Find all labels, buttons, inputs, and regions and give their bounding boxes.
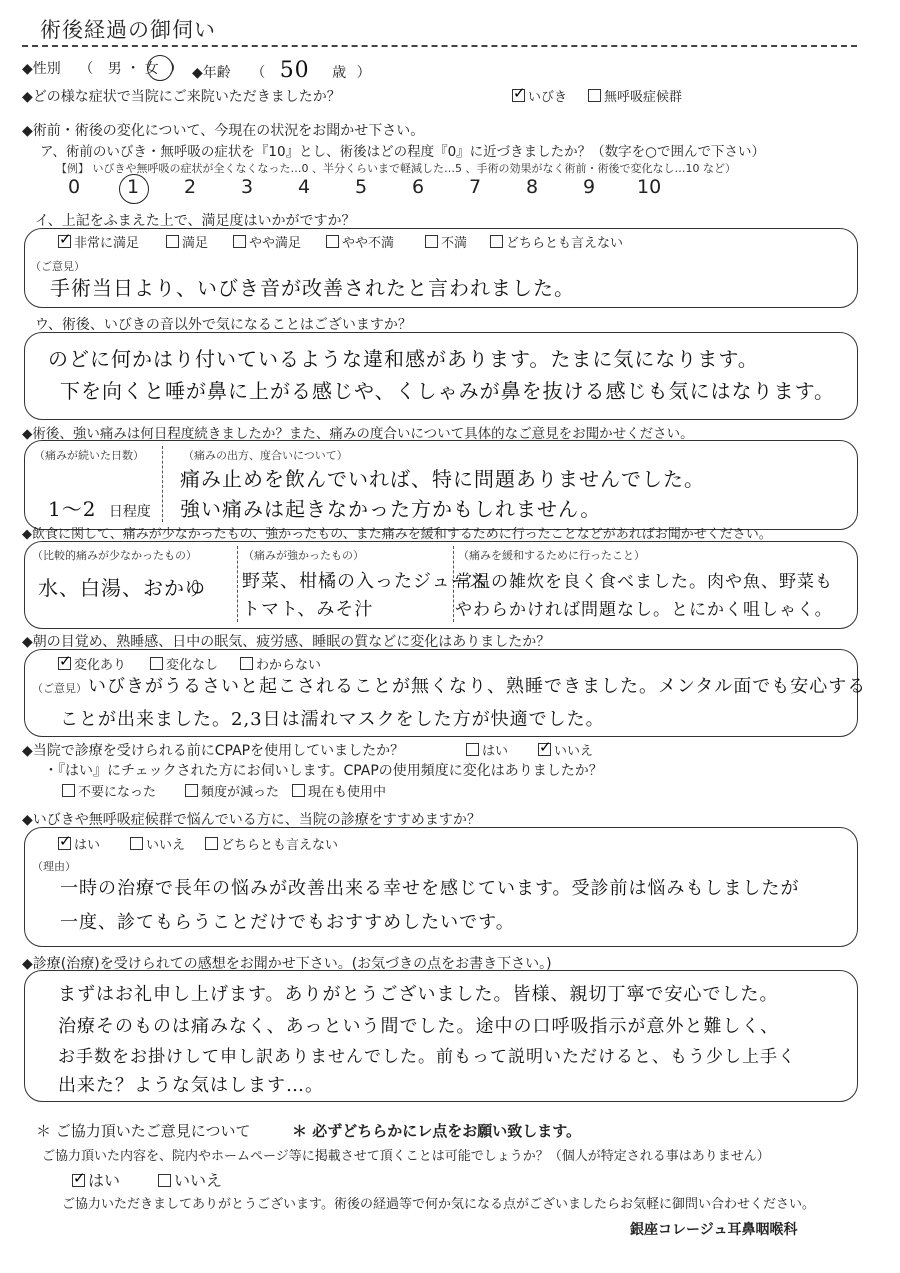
q8-opt-yes-label: はい [482, 744, 509, 759]
q8-opt-no-label: いいえ [554, 744, 594, 759]
q7-question: ◆朝の目覚め、熟睡感、日中の眠気、疲労感、睡眠の質などに変化はありましたか？ [22, 634, 551, 650]
checkbox-icon[interactable] [425, 235, 438, 248]
q9-reason-label: （理由） [32, 860, 76, 873]
age-close: ） [356, 65, 371, 81]
q6-col3-label: （痛みを緩和するために行ったこと） [458, 549, 645, 562]
gender-label: ◆性別 [22, 61, 61, 77]
q8-sub-opt-1[interactable] [185, 781, 279, 800]
checkbox-icon[interactable] [292, 784, 305, 797]
checkbox-icon[interactable] [233, 235, 246, 248]
checkbox-checked-icon[interactable] [538, 743, 551, 756]
q3-opt-label: やや不満 [342, 236, 395, 251]
q3-opinion-label: （ご意見） [30, 260, 85, 273]
checkbox-icon[interactable] [588, 89, 601, 102]
q7-opt-label: わからない [256, 658, 322, 673]
q10-answer-line4[interactable]: 出来た？ような気はします…。 [58, 1075, 324, 1096]
gender-open: （ [79, 61, 94, 77]
scale-2[interactable]: 2 [184, 176, 197, 198]
q1-opt-snoring[interactable] [512, 86, 567, 105]
q3-opt-4[interactable] [425, 232, 467, 251]
q4-answer-line1[interactable]: のどに何かはり付いているような違和感があります。たまに気になります。 [48, 347, 759, 371]
checkbox-icon[interactable] [130, 837, 143, 850]
checkbox-icon[interactable] [326, 235, 339, 248]
age-label: ◆年齢 [192, 65, 231, 81]
q3-opt-label: 満足 [182, 236, 209, 251]
title-divider [22, 45, 857, 47]
q6-question: ◆飲食に関して、痛みが少なかったもの、強かったもの、また痛みを緩和するために行ったことなどがあればお聞かせください。 [22, 527, 772, 542]
checkbox-icon[interactable] [185, 784, 198, 797]
q5-days-label: （痛みが続いた日数） [34, 449, 144, 462]
scale-4[interactable]: 4 [298, 176, 311, 198]
q8-sub-opt-label: 現在も使用中 [308, 785, 387, 800]
q3-opt-label: 非常に満足 [74, 236, 140, 251]
q8-opt-yes[interactable] [466, 740, 508, 759]
q5-question: ◆術後、強い痛みは何日程度続きましたか？また、痛みの度合いについて具体的なご意見をお聞かせください。 [22, 426, 694, 442]
q6-col2-label: （痛みが強かったもの） [243, 549, 364, 562]
scale-6[interactable]: 6 [412, 176, 425, 198]
q2-example: 【例】 いびきや無呼吸の症状が全くなくなった…0 、半分くらいまで軽減した…5 、手術の効果がなく術前・術後で変化なし…10 など） [56, 162, 736, 175]
scale-7[interactable]: 7 [469, 176, 482, 198]
checkbox-icon[interactable] [205, 837, 218, 850]
scale-8[interactable]: 8 [526, 176, 539, 198]
checkbox-checked-icon[interactable] [58, 657, 71, 670]
q5-days-unit: 日程度 [108, 504, 151, 520]
q3-opt-label: やや満足 [249, 236, 302, 251]
q4-question: ウ、術後、いびきの音以外で気になることはございますか？ [35, 317, 412, 333]
q6-col1-label: （比較的痛みが少なかったもの） [32, 549, 197, 562]
q8-sub-question: ・『はい』にチェックされた方にお伺いします。CPAPの使用頻度に変化はありましたか？ [44, 763, 603, 779]
footer-opt-yes-label: はい [88, 1171, 121, 1190]
checkbox-checked-icon[interactable] [58, 837, 71, 850]
q4-answer-line2[interactable]: 下を向くと唾が鼻に上がる感じや、くしゃみが鼻を抜ける感じも気にはなります。 [60, 379, 835, 403]
scale-3[interactable]: 3 [241, 176, 254, 198]
q1-opt-snoring-label: いびき [528, 90, 568, 105]
q1-question: ◆どの様な症状で当院にご来院いただきましたか？ [22, 89, 341, 105]
q7-opt-2[interactable] [240, 654, 321, 673]
q3-answer[interactable]: 手術当日より、いびき音が改善されたと言われました。 [50, 276, 575, 300]
q8-opt-no[interactable] [538, 740, 593, 759]
age-unit: 歳 [332, 65, 347, 81]
footer-opt-no-label: いいえ [174, 1171, 223, 1190]
gender-female[interactable]: 女 [144, 61, 159, 77]
q7-opt-label: 変化あり [74, 658, 127, 673]
q3-opt-3[interactable] [326, 232, 394, 251]
q2-question: ◆術前・術後の変化について、今現在の状況をお聞かせ下さい。 [22, 123, 425, 139]
q3-opt-0[interactable] [58, 232, 139, 251]
q7-opt-label: 変化なし [166, 658, 219, 673]
female-circle-mark [144, 55, 173, 81]
q6-divider-1 [237, 546, 238, 622]
scale-0[interactable]: 0 [68, 176, 81, 198]
checkbox-checked-icon[interactable] [58, 235, 71, 248]
q8-sub-opt-0[interactable] [62, 781, 156, 800]
checkbox-checked-icon[interactable] [72, 1174, 85, 1187]
q8-sub-opt-2[interactable] [292, 781, 386, 800]
checkbox-icon[interactable] [466, 743, 479, 756]
q3-opt-5[interactable] [490, 232, 623, 251]
footer-opt-yes[interactable] [72, 1168, 120, 1191]
q9-question: ◆いびきや無呼吸症候群で悩んでいる方に、当院の診療をすすめますか？ [22, 812, 481, 828]
q9-answer-line2[interactable]: 一度、診てもらうことだけでもおすすめしたいです。 [60, 912, 515, 933]
age-value[interactable]: 50 [279, 58, 310, 83]
q6-col1-answer[interactable]: 水、白湯、おかゆ [38, 576, 206, 600]
q5-days-row [48, 493, 151, 522]
q3-question: イ、上記をふまえた上で、満足度はいかがですか？ [35, 213, 356, 229]
q8-sub-opt-label: 不要になった [78, 785, 157, 800]
q9-opt-label: はい [74, 838, 101, 853]
gender-dot: ・ [126, 61, 141, 77]
footer-cooperation-title: ＊ ご協力頂いたご意見について [36, 1122, 251, 1140]
q9-answer-line1[interactable]: 一時の治療で長年の悩みが改善出来る幸せを感じています。受診前は悩みもしましたが [60, 878, 800, 899]
q10-answer-line1[interactable]: まずはお礼申し上げます。ありがとうございました。皆様、親切丁寧で安心でした。 [58, 984, 779, 1005]
footer-thanks: ご協力いただきましてありがとうございます。術後の経過等で何か気になる点がございましたらお気軽に御問い合わせください。 [62, 1197, 815, 1212]
q7-opinion-label: （ご意見） [32, 682, 87, 695]
q6-col2-line2[interactable]: トマト、みそ汁 [242, 599, 374, 620]
footer-permission-text: ご協力頂いた内容を、院内やホームページ等に掲載させて頂くことは可能でしょうか？（個人が特定される事はありません） [42, 1149, 770, 1164]
q10-question: ◆診療(治療)を受けられての感想をお聞かせ下さい。(お気づきの点をお書き下さい。) [22, 956, 552, 972]
q8-question: ◆当院で診療を受けられる前にCPAPを使用していましたか？ [22, 743, 405, 759]
gender-male[interactable]: 男 [107, 61, 122, 77]
footer-cooperation-note: ＊ 必ずどちらかにレ点をお願い致します。 [292, 1122, 582, 1140]
age-row [192, 58, 371, 83]
q3-opt-label: どちらとも言えない [506, 236, 624, 251]
checkbox-icon[interactable] [150, 657, 163, 670]
q10-answer-line2[interactable]: 治療そのものは痛みなく、あっという間でした。途中の口呼吸指示が意外と難しく、 [58, 1016, 780, 1037]
scale-10[interactable]: 10 [637, 176, 662, 198]
checkbox-icon[interactable] [166, 235, 179, 248]
gender-close: ） [169, 61, 184, 77]
q7-opt-1[interactable] [150, 654, 218, 673]
q6-col3-line2[interactable]: やわらかければ問題なし。とにかく咀しゃく。 [455, 600, 833, 620]
q6-col3-line1[interactable]: 常温の雑炊を良く食べました。肉や魚、野菜も [455, 572, 833, 592]
scale-1[interactable]: 1 [127, 176, 140, 198]
q1-opt-apnea-label: 無呼吸症候群 [604, 90, 683, 105]
q9-opt-label: いいえ [146, 838, 186, 853]
q7-answer-line2[interactable]: ことが出来ました。2,3日は濡れマスクをした方が快適でした。 [60, 709, 605, 730]
footer-opt-no[interactable] [158, 1168, 222, 1191]
q7-answer-line1[interactable]: いびきがうるさいと起こされることが無くなり、熟睡できました。メンタル面でも安心する [88, 676, 867, 697]
q5-days-value[interactable]: 1～2 [48, 497, 97, 521]
checkbox-checked-icon[interactable] [512, 89, 525, 102]
q3-opt-1[interactable] [166, 232, 208, 251]
q9-opt-0[interactable] [58, 834, 100, 853]
q10-answer-line3[interactable]: お手数をお掛けして申し訳ありませんでした。前もって説明いただけると、もう少し上手く [58, 1047, 796, 1067]
checkbox-icon[interactable] [490, 235, 503, 248]
q9-opt-1[interactable] [130, 834, 185, 853]
q3-opt-label: 不満 [441, 236, 468, 251]
q5-detail-line1[interactable]: 痛み止めを飲んでいれば、特に問題ありませんでした。 [180, 467, 705, 491]
clinic-name: 銀座コレージュ耳鼻咽喉科 [630, 1222, 798, 1238]
page-title: 術後経過の御伺い [40, 18, 216, 42]
q3-opt-2[interactable] [233, 232, 301, 251]
checkbox-icon[interactable] [62, 784, 75, 797]
q5-divider [162, 446, 163, 522]
q6-col2-line1[interactable]: 野菜、柑橘の入ったジュース [242, 571, 488, 592]
scale-selected-circle [119, 174, 149, 204]
q7-opt-0[interactable] [58, 654, 126, 673]
q1-opt-apnea[interactable] [588, 86, 682, 105]
q5-detail-label: （痛みの出方、度合いについて） [183, 449, 348, 462]
scale-5[interactable]: 5 [355, 176, 368, 198]
age-open: （ [251, 65, 266, 81]
q9-opt-label: どちらとも言えない [221, 838, 339, 853]
checkbox-icon[interactable] [158, 1174, 171, 1187]
q2a-question: ア、術前のいびき・無呼吸の症状を『10』とし、術後はどの程度『0』に近づきましたか？（数字を○で囲んで下さい） [40, 144, 765, 160]
q5-detail-line2[interactable]: 強い痛みは起きなかった方かもしれません。 [180, 497, 602, 521]
q9-opt-2[interactable] [205, 834, 338, 853]
q8-sub-opt-label: 頻度が減った [201, 785, 280, 800]
checkbox-icon[interactable] [240, 657, 253, 670]
scale-9[interactable]: 9 [583, 176, 596, 198]
